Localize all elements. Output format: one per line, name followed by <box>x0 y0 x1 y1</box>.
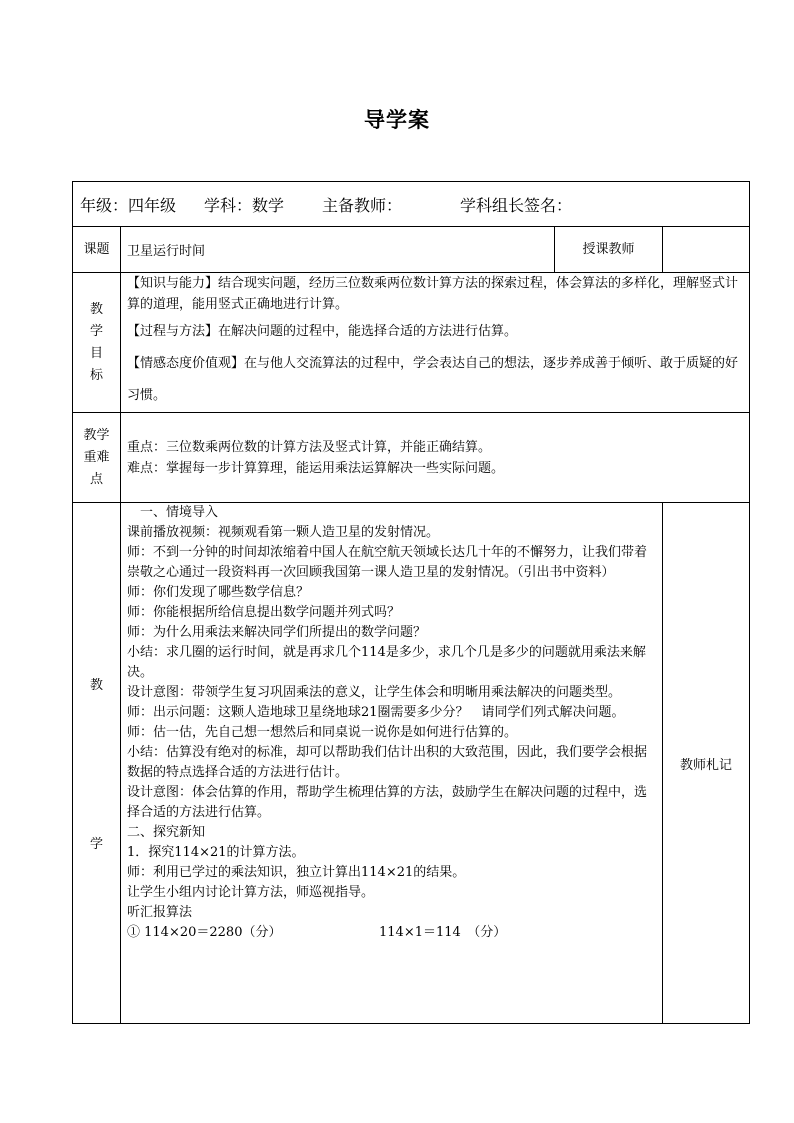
keypoints-label: 教学 重难 点 <box>73 413 121 503</box>
teaching-line: 师：你能根据所给信息提出数学问题并列式吗？ <box>127 605 401 620</box>
objectives-content <box>121 273 750 413</box>
topic-label: 课题 <box>73 227 121 273</box>
teaching-line: 听汇报算法 <box>127 905 193 920</box>
teaching-line: 小结：估算没有绝对的标准，却可以帮助我们估计出积的大致范围，因此，我们要学会根据数据的特点选择合适的方法进行估计。 <box>127 745 648 780</box>
teaching-line: 1．探究114×21的计算方法。 <box>127 845 305 860</box>
instructor-value <box>663 227 750 273</box>
instructor-label: 授课教师 <box>555 227 663 273</box>
header-row <box>73 182 750 227</box>
teaching-line: 设计意图：带领学生复习巩固乘法的意义，让学生体会和明晰用乘法解决的问题类型。 <box>127 685 622 700</box>
objectives-label: 教 学 目 标 <box>73 273 121 413</box>
teaching-line: 师：估一估，先自己想一想然后和同桌说一说你是如何进行估算的。 <box>127 725 518 740</box>
teaching-process-row <box>73 503 750 1024</box>
keypoints-row <box>73 413 750 503</box>
teacher-notes-label: 教师札记 <box>663 503 750 1024</box>
objective-process: 【过程与方法】在解决问题的过程中，能选择合适的方法进行估算。 <box>127 324 518 339</box>
grade-field: 年级：四年级 <box>80 195 177 215</box>
key-point: 重点：三位数乘两位数的计算方法及竖式计算，并能正确结算。 <box>127 439 492 455</box>
lesson-topic-row <box>73 227 750 273</box>
teaching-label: 教 学 <box>73 503 121 1024</box>
teaching-line: 让学生小组内讨论计算方法，师巡视指导。 <box>127 885 375 900</box>
teaching-line: 师：出示问题：这颗人造地球卫星绕地球21圈需要多少分？ 请同学们列式解决问题。 <box>127 705 625 720</box>
lead-teacher-field: 主备教师： <box>322 195 403 215</box>
teaching-content <box>121 503 663 1024</box>
teaching-line: 师：利用已学过的乘法知识，独立计算出114×21的结果。 <box>127 865 466 880</box>
teaching-line: 二、探究新知 <box>127 825 206 840</box>
group-leader-signature-field: 学科组长签名： <box>460 195 573 215</box>
topic-value: 卫星运行时间 <box>121 227 555 273</box>
objective-knowledge: 【知识与能力】结合现实问题，经历三位数乘两位数计算方法的探索过程，体会算法的多样化，理解竖式计算的道理，能用竖式正确地进行计算。 <box>127 276 739 312</box>
page-title: 导学案 <box>364 107 430 132</box>
keypoints-content <box>121 413 750 503</box>
teaching-line: 师：不到一分钟的时间却浓缩着中国人在航空航天领域长达几十年的不懈努力，让我们带着崇敬之心通过一段资料再一次回顾我国第一课人造卫星的发射情况。（引出书中资料） <box>127 545 648 580</box>
teaching-line: 一、情境导入 <box>127 505 219 520</box>
teaching-line: 师：为什么用乘法来解决同学们所提出的数学问题？ <box>127 625 427 640</box>
objectives-row <box>73 273 750 413</box>
lesson-plan-table <box>72 181 750 1024</box>
calc-step-one: ① 114×20＝2280（分） <box>127 925 282 940</box>
difficult-point: 难点：掌握每一步计算算理，能运用乘法运算解决一些实际问题。 <box>127 460 505 476</box>
teaching-line: 小结：求几圈的运行时间，就是再求几个114是多少，求几个几是多少的问题就用乘法来解决。 <box>127 645 646 680</box>
teaching-line: 师：你们发现了哪些数学信息？ <box>127 585 310 600</box>
calculation-line <box>121 923 662 943</box>
calc-step-two: 114×1＝114 （分） <box>379 925 507 940</box>
teaching-line: 课前播放视频：视频观看第一颗人造卫星的发射情况。 <box>127 525 440 540</box>
teaching-line: 设计意图：体会估算的作用，帮助学生梳理估算的方法，鼓励学生在解决问题的过程中，选择合适的方法进行估算。 <box>127 785 648 820</box>
objective-attitude: 【情感态度价值观】在与他人交流算法的过程中，学会表达自己的想法，逐步养成善于倾听、敢于质疑的好习惯。 <box>127 356 739 403</box>
subject-field: 学科：数学 <box>204 195 285 215</box>
